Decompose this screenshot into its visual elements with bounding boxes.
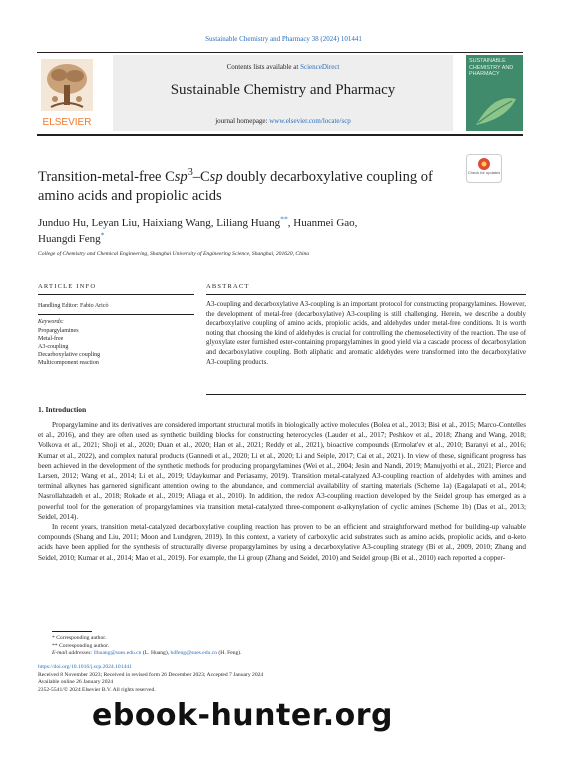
footnotes [52, 635, 522, 658]
authors-line2: Huangdi Feng [38, 233, 101, 245]
doi-link[interactable]: https://doi.org/10.1016/j.scp.2024.101441 [38, 664, 132, 670]
available-online: Available online 26 January 2024 [38, 679, 114, 686]
elsevier-logo [37, 55, 97, 131]
journal-reference[interactable]: Sustainable Chemistry and Pharmacy 38 (2024) 101441 [205, 35, 362, 43]
title-sp: sp [209, 169, 223, 185]
check-updates-label: Check for updates [467, 170, 501, 175]
contents-line [113, 63, 453, 71]
journal-cover [466, 55, 523, 131]
header-top-rule [37, 52, 523, 53]
title-dash: –C [192, 169, 210, 185]
title-rest: doubly decarboxylative coupling of [222, 169, 433, 185]
homepage-prefix: journal homepage: [215, 117, 270, 125]
email-name-huang: (L. Huang), [141, 650, 171, 656]
intro-paragraph-2: In recent years, transition metal-catalyzed decarboxylative coupling reaction has proven to be an efficient and straightforward method for building-up valuable compounds (Shang and Liu, 2011; Moon and Lundgren, 2019). In this context, a variety of carboxylic acid substrates such as amino acids, propiolic acids, and α-keto acids have been applied for the synthesis of structurally diverse propargylamines by using a decarboxylative A3-coupling strategy (Bi et al., 2009, 2010; Zhang and Seidel, 2010; Kumar et al., 2014; Mao et al., 2019). For example, the Li group (Zhang and Seidel, 2010) and Seidel group (Bi et al., 2010) each reported a copper- [38, 523, 526, 562]
email-label: E-mail addresses: [52, 650, 94, 656]
title-sp3: sp [174, 169, 188, 185]
keywords-label: Keywords: [38, 319, 64, 325]
keyword-item: Multicomponent reaction [38, 360, 99, 366]
title-sup: 3 [187, 167, 193, 179]
check-for-updates-badge[interactable] [466, 154, 502, 183]
title-line2: amino acids and propiolic acids [38, 188, 222, 204]
publisher-name: ELSEVIER [42, 117, 92, 128]
article-title [38, 168, 463, 206]
footnote-corresponding-1: * Corresponding author. [52, 635, 107, 641]
homepage-line [113, 117, 453, 125]
keyword-item: A3-coupling [38, 344, 69, 350]
footnote-corresponding-2: ** Corresponding author. [52, 642, 110, 649]
intro-paragraph-1: Propargylamine and its derivatives are considered important structural motifs in biologically active molecules (Bolea et al., 2013; Bisi et al., 2015; Marco-Contelles et al., 2016), and they are often used as synthetic building blocks for constructing heterocycles (Lauder et al., 2017; Peshkov et al., 2018; Zhang and Wang, 2018; Volkova et al., 2021; Shoji et al., 2020; Duan et al., 2020; Han et al., 2021; Reddy et al., 2021), bioactive compounds (Ermolat'ev et al., 2010; Baranyi et al., 2016; Kumar et al., 2022), and complex natural products (Gannedi et al., 2020; Li et al., 2020; Li and Seiple, 2017; Cai et al., 2021). In view of these, significant progress has been achieved in the development of the synthetic methods for producing propargylamines (Wei et al., 2004; Jesin and Nandi, 2019; Manujyothi et al., 2021; Pierce and Larsen, 2012; Wang et al., 2014; Li et al., 2019; Udaykumar and Periasamy, 2019). Transition metal-catalyzed A3-coupling reaction of aldehydes with amines and terminal alkynes has garnered significant attention owing to the abundance, and commercial availability of starting materials (Scheme 1a) (Eagalapati et al., 2014; Nasrollahzadeh et al., 2018; Rokade et al., 2019; Aliaga et al., 2010). In addition, the redox A3-coupling reaction developed by the Seidel group has emerged as a powerful tool for the generation of propargylamines via transition metal-catalyzed three-component α-alkynylation of cyclic amines (Scheme 1b) (Das et al., 2013; Seidel, 2014). [38, 421, 526, 521]
affiliation: College of Chemistry and Chemical Engineering, Shanghai University of Engineering Science, Shanghai, 201620, China [38, 251, 310, 257]
editor-rule [38, 314, 194, 315]
abstract-text: A3-coupling and decarboxylative A3-coupling is an important protocol for constructing propargylamines. However, the development of metal-free (decarboxylative) A3-coupling is still challenging. Herein, we describe a doubly decarboxylative coupling of amino acids, propiolic acids, and aldehydes under metal-free conditions. It is worth noting that choosing the kind of aldehydes is crucial for controlling the chemoselectivity of the reaction. The use of glyoxylate ester furnished ester-containing propargylamines in good yield via a cascade process of decarboxylation and decarboxylative coupling. Both aliphatic and aromatic aldehydes were transformed into the decarboxylative A3-coupling products. [206, 301, 526, 366]
elsevier-tree-icon [37, 55, 97, 131]
abstract-rule [206, 294, 526, 295]
homepage-link[interactable]: www.elsevier.com/locate/scp [269, 117, 351, 125]
email-name-feng: (H. Feng). [217, 650, 242, 656]
article-info-heading: ARTICLE INFO [38, 283, 97, 290]
email-link-feng[interactable]: hdfeng@sues.edu.cn [170, 650, 218, 656]
watermark: ebook-hunter.org [92, 698, 393, 733]
abstract-bottom-rule [206, 394, 526, 395]
introduction-body [38, 420, 526, 563]
info-rule [38, 294, 194, 295]
author-mark-huang[interactable]: ** [280, 214, 288, 224]
issn-copyright: 2352-5541/© 2024 Elsevier B.V. All rights reserved. [38, 686, 156, 693]
header-bottom-rule [37, 134, 523, 136]
footnote-emails [52, 650, 522, 658]
authors-line1: Junduo Hu, Leyan Liu, Haixiang Wang, Liliang Huang [38, 217, 281, 229]
abstract-heading: ABSTRACT [206, 283, 250, 290]
author-list [38, 215, 468, 247]
authors-line1-end: , Huanmei Gao, [287, 217, 358, 229]
title-part1: Transition-metal-free C [38, 169, 175, 185]
received-dates: Received 8 November 2023; Received in revised form 26 December 2023; Accepted 7 January 2024 [38, 671, 264, 678]
cover-leaf-icon [466, 89, 523, 129]
handling-editor: Handling Editor: Fabio Aricò [38, 303, 109, 309]
contents-prefix: Contents lists available at [226, 63, 301, 71]
introduction-heading: 1. Introduction [38, 405, 87, 414]
keyword-item: Metal-free [38, 336, 64, 342]
check-updates-icon [466, 154, 502, 183]
email-link-huang[interactable]: llhuang@sues.edu.cn [93, 650, 142, 656]
footnote-rule [52, 631, 92, 632]
journal-title: Sustainable Chemistry and Pharmacy [170, 82, 396, 98]
cover-title: SUSTAINABLE CHEMISTRY AND PHARMACY [469, 58, 514, 77]
publication-info [38, 664, 528, 694]
author-mark-feng[interactable]: * [100, 230, 105, 240]
sciencedirect-link[interactable]: ScienceDirect [300, 63, 340, 71]
keyword-item: Propargylamines [38, 328, 79, 334]
keyword-item: Decarboxylative coupling [38, 352, 101, 358]
keyword-list [38, 327, 198, 367]
